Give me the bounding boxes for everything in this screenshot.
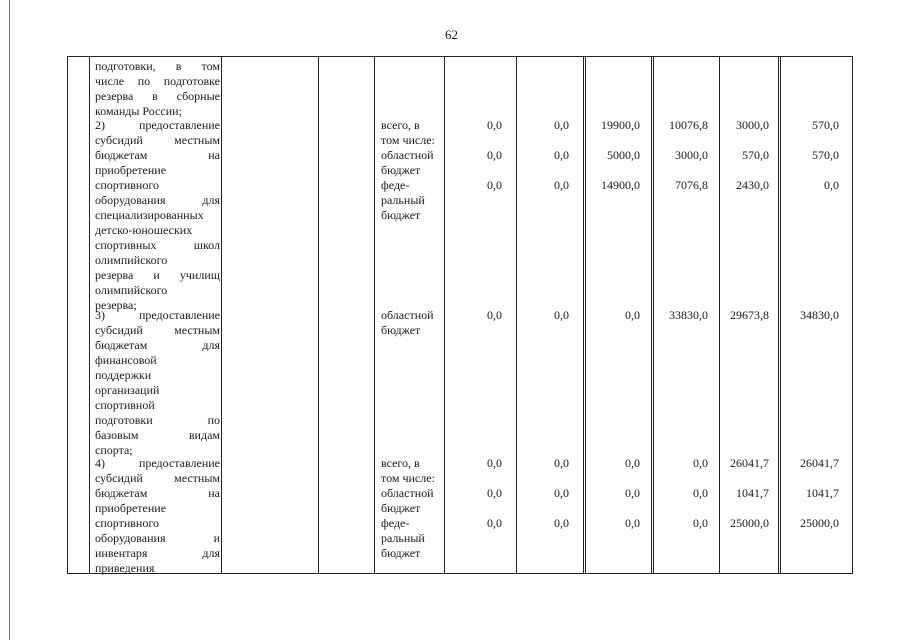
budget-value-cell: 33830,0: [669, 308, 708, 322]
funding-source-line: бюджет: [381, 163, 421, 177]
funding-source-line: феде-: [381, 178, 410, 192]
budget-value-cell: 0,0: [487, 486, 502, 500]
funding-source-line: том числе:: [381, 471, 435, 485]
budget-value-cell: 3000,0: [736, 118, 769, 132]
budget-value-cell: 34830,0: [800, 308, 839, 322]
row-description-line: резерва в сборные: [95, 89, 220, 103]
budget-value-cell: 1041,7: [736, 486, 769, 500]
budget-value-cell: 0,0: [554, 178, 569, 192]
funding-source-line: ральный: [381, 531, 425, 545]
budget-value-cell: 0,0: [487, 118, 502, 132]
budget-value-cell: 26041,7: [800, 456, 839, 470]
row-description-line: бюджетам на: [95, 486, 220, 500]
budget-value-cell: 5000,0: [607, 148, 640, 162]
row-description-line: субсидий местным: [95, 323, 220, 337]
column-divider: [221, 57, 222, 573]
budget-value-cell: 0,0: [625, 516, 640, 530]
budget-value-cell: 0,0: [625, 308, 640, 322]
budget-value-cell: 29673,8: [730, 308, 769, 322]
row-description-line: приведения: [95, 561, 155, 575]
funding-source-line: бюджет: [381, 546, 421, 560]
budget-value-cell: 0,0: [693, 486, 708, 500]
budget-value-cell: 570,0: [812, 118, 839, 132]
budget-value-cell: 3000,0: [675, 148, 708, 162]
funding-source-line: том числе:: [381, 133, 435, 147]
budget-value-cell: 0,0: [487, 516, 502, 530]
budget-value-cell: 14900,0: [601, 178, 640, 192]
row-description-line: финансовой: [95, 353, 157, 367]
row-description-line: 2) предоставление: [95, 118, 220, 132]
funding-source-line: бюджет: [381, 208, 421, 222]
funding-source-line: всего, в: [381, 118, 420, 132]
row-description-line: резерва;: [95, 298, 137, 312]
budget-value-cell: 2430,0: [736, 178, 769, 192]
budget-value-cell: 0,0: [487, 148, 502, 162]
funding-source-line: ральный: [381, 193, 425, 207]
budget-value-cell: 0,0: [554, 148, 569, 162]
budget-value-cell: 0,0: [693, 516, 708, 530]
budget-value-cell: 0,0: [625, 486, 640, 500]
budget-value-cell: 570,0: [742, 148, 769, 162]
funding-source-line: бюджет: [381, 501, 421, 515]
budget-value-cell: 0,0: [693, 456, 708, 470]
budget-value-cell: 0,0: [487, 456, 502, 470]
row-description-line: спортивной: [95, 398, 155, 412]
budget-value-cell: 0,0: [824, 178, 839, 192]
row-description-line: бюджетам для: [95, 338, 220, 352]
row-description-line: спорта;: [95, 443, 133, 457]
row-description-line: резерва и училищ: [95, 268, 220, 282]
budget-value-cell: 0,0: [487, 308, 502, 322]
row-description-line: спортивных школ: [95, 238, 220, 252]
column-divider: [374, 57, 375, 573]
budget-value-cell: 7076,8: [675, 178, 708, 192]
budget-value-cell: 0,0: [487, 178, 502, 192]
row-description-line: оборудования для: [95, 193, 220, 207]
row-description-line: подготовки по: [95, 413, 220, 427]
row-description-line: специализированных: [95, 208, 204, 222]
funding-source-line: феде-: [381, 516, 410, 530]
row-description-line: 4) предоставление: [95, 456, 220, 470]
budget-table: [67, 56, 853, 574]
row-description-line: поддержки: [95, 368, 152, 382]
funding-source-line: всего, в: [381, 456, 420, 470]
funding-source-line: бюджет: [381, 323, 421, 337]
row-description-line: 3) предоставление: [95, 308, 220, 322]
row-description-line: числе по подготовке: [95, 74, 220, 88]
budget-value-cell: 25000,0: [800, 516, 839, 530]
column-divider: [89, 57, 90, 573]
row-description-line: команды России;: [95, 104, 182, 118]
budget-value-cell: 570,0: [812, 148, 839, 162]
row-description-line: спортивного: [95, 516, 159, 530]
row-description-line: олимпийского: [95, 253, 168, 267]
budget-value-cell: 0,0: [554, 486, 569, 500]
funding-source-line: областной: [381, 486, 434, 500]
row-description-line: субсидий местным: [95, 133, 220, 147]
page-edge-line: [9, 0, 10, 640]
budget-value-cell: 0,0: [625, 456, 640, 470]
budget-value-cell: 26041,7: [730, 456, 769, 470]
row-description-line: инвентаря для: [95, 546, 220, 560]
budget-value-cell: 10076,8: [669, 118, 708, 132]
row-description-line: бюджетам на: [95, 148, 220, 162]
row-description-line: организаций: [95, 383, 160, 397]
row-description-line: оборудования и: [95, 531, 220, 545]
row-description-line: субсидий местным: [95, 471, 220, 485]
budget-value-cell: 19900,0: [601, 118, 640, 132]
budget-value-cell: 0,0: [554, 456, 569, 470]
funding-source-line: областной: [381, 308, 434, 322]
row-description-line: детско-юношеских: [95, 223, 193, 237]
budget-value-cell: 25000,0: [730, 516, 769, 530]
funding-source-line: областной: [381, 148, 434, 162]
row-description-line: базовым видам: [95, 428, 220, 442]
budget-value-cell: 0,0: [554, 118, 569, 132]
budget-value-cell: 0,0: [554, 308, 569, 322]
row-description-line: спортивного: [95, 178, 159, 192]
page-number: 62: [445, 27, 458, 42]
row-description-line: приобретение: [95, 163, 167, 177]
row-description-line: олимпийского: [95, 283, 168, 297]
budget-value-cell: 0,0: [554, 516, 569, 530]
row-description-line: подготовки, в том: [95, 59, 220, 73]
column-divider: [318, 57, 319, 573]
row-description-line: приобретение: [95, 501, 167, 515]
budget-value-cell: 1041,7: [806, 486, 839, 500]
